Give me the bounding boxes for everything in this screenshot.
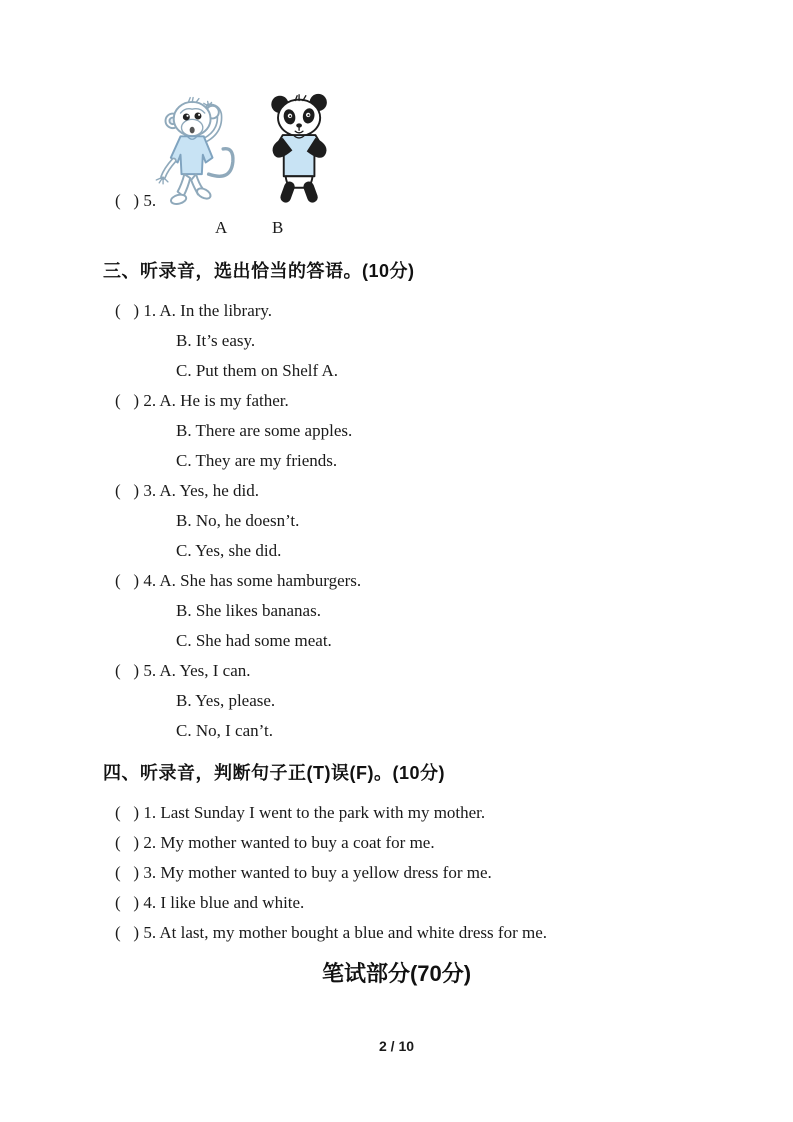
choice-b-label: B <box>272 218 284 237</box>
monkey-image <box>148 84 246 210</box>
q4-option-a: ( ) 4. A. She has some hamburgers. <box>115 571 362 590</box>
q4-option-b: B. She likes bananas. <box>176 601 321 620</box>
q2-option-b: B. There are some apples. <box>176 421 353 440</box>
q3-option-b: B. No, he doesn’t. <box>176 511 300 530</box>
panda-illustration <box>253 90 349 205</box>
q3-option-c: C. Yes, she did. <box>176 541 282 560</box>
tf-item-2: ( ) 2. My mother wanted to buy a coat for me. <box>115 833 435 852</box>
monkey-illustration <box>148 84 246 210</box>
page-number: 2 / 10 <box>378 1038 415 1054</box>
written-section-title: 笔试部分(70分) <box>321 961 472 986</box>
q1-option-c: C. Put them on Shelf A. <box>176 361 338 380</box>
q1-option-a: ( ) 1. A. In the library. <box>115 301 273 320</box>
q3-option-a: ( ) 3. A. Yes, he did. <box>115 481 260 500</box>
section-4-heading: 四、听录音，判断句子正(T)误(F)。(10分) <box>103 763 445 783</box>
choice-a-label: A <box>215 218 228 237</box>
q5-option-a: ( ) 5. A. Yes, I can. <box>115 661 251 680</box>
tf-item-5: ( ) 5. At last, my mother bought a blue and white dress for me. <box>115 923 547 942</box>
section-3-heading: 三、听录音，选出恰当的答语。(10分) <box>103 261 415 281</box>
section-3-question-list <box>115 296 361 746</box>
tf-item-1: ( ) 1. Last Sunday I went to the park with my mother. <box>115 803 486 822</box>
q5-option-b: B. Yes, please. <box>176 691 276 710</box>
q2-option-c: C. They are my friends. <box>176 451 338 470</box>
q5-option-c: C. No, I can’t. <box>176 721 273 740</box>
q1-option-b: B. It’s easy. <box>176 331 256 350</box>
q2-option-a: ( ) 2. A. He is my father. <box>115 391 289 410</box>
q4-option-c: C. She had some meat. <box>176 631 332 650</box>
tf-item-4: ( ) 4. I like blue and white. <box>115 893 305 912</box>
tf-item-3: ( ) 3. My mother wanted to buy a yellow dress for me. <box>115 863 492 882</box>
panda-image <box>253 90 349 205</box>
section-4-item-list <box>115 798 547 948</box>
question-5-answer-blank: ( ) 5. <box>115 191 157 210</box>
